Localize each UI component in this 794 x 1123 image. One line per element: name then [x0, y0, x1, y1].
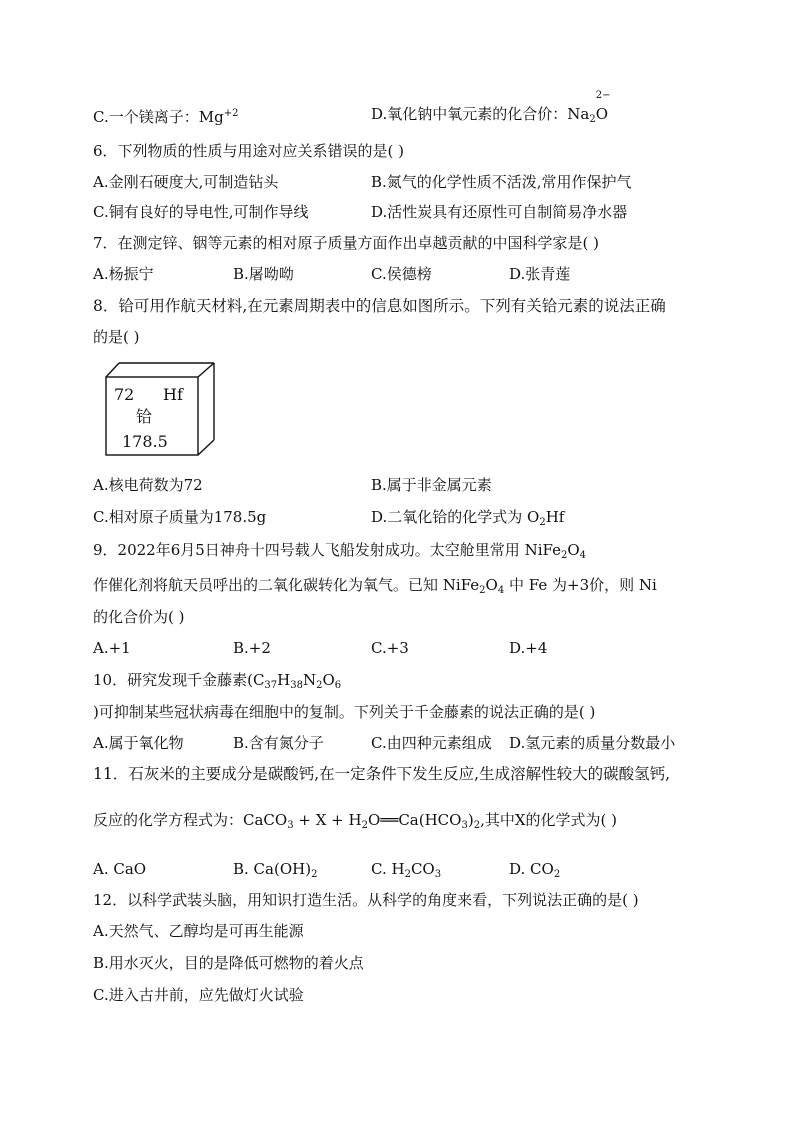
q8-option-d: D.二氧化铪的化学式为 $O_2Hf$ — [371, 508, 565, 528]
equals-sign: ══ — [380, 811, 399, 829]
mg-charge: +2 — [223, 108, 239, 119]
valence-marked-o: 2− O — [595, 90, 611, 123]
atomic-number: 72 — [114, 385, 135, 404]
q10-option-b: B.含有氮分子 — [233, 734, 324, 752]
q12-option-b: B.用水灭火，目的是降低可燃物的着火点 — [93, 954, 364, 972]
reaction-equation: CaCO$_3$ + $X + H_2O══Ca(HCO_3)_2$ — [243, 811, 481, 831]
q9-line3: 的化合价为( ) — [93, 608, 185, 626]
q5-option-d: D.氧化钠中氧元素的化合价：$Na_2$ 2− O — [371, 90, 611, 125]
mg-symbol: Mg — [198, 108, 224, 126]
q10-line1: 10．研究发现千金藤素($C_{37}H_{38}N_2O_6$ — [93, 671, 342, 691]
q6-option-c: C.铜有良好的导电性,可制作导线 — [93, 203, 309, 221]
q9-line2: 作催化剂将航天员呼出的二氧化碳转化为氧气。已知 $NiFe_2O_4$ 中 Fe 为+3价，则 Ni — [93, 576, 657, 596]
q9-option-d: D.+4 — [509, 639, 548, 657]
element-symbol: Hf — [163, 385, 183, 404]
q11-line2: 反应的化学方程式为：CaCO$_3$ + $X + H_2O══Ca(HCO_3)_2$,其中X的化学式为( ) — [93, 811, 617, 831]
q9-option-c: C.+3 — [371, 639, 409, 657]
q10-option-a: A.属于氧化物 — [93, 734, 184, 752]
q6-option-d: D.活性炭具有还原性可自制简易净水器 — [371, 203, 628, 221]
q8-stem-line1: 8．铪可用作航天材料,在元素周期表中的信息如图所示。下列有关铪元素的说法正确 — [93, 297, 666, 315]
q10-option-c: C.由四种元素组成 — [371, 734, 492, 752]
q9-option-a: A.+1 — [93, 639, 131, 657]
q11-option-d: D. $CO_2$ — [509, 860, 561, 880]
q12-option-c: C.进入古井前，应先做灯火试验 — [93, 986, 304, 1004]
q9-option-b: B.+2 — [233, 639, 271, 657]
q10-line2: )可抑制某些冠状病毒在细胞中的复制。下列关于千金藤素的说法正确的是( ) — [93, 703, 596, 721]
q7-option-d: D.张青莲 — [509, 265, 571, 283]
q5-option-c: C.一个镁离子：$Mg^{+2}$ — [93, 108, 239, 126]
element-name: 铪 — [136, 407, 153, 426]
q11-option-a: A. CaO — [93, 860, 147, 878]
q7-stem: 7．在测定锌、铟等元素的相对原子质量方面作出卓越贡献的中国科学家是( ) — [93, 234, 600, 252]
q10-option-d: D.氢元素的质量分数最小 — [509, 734, 676, 752]
q8-stem-line2: 的是( ) — [93, 328, 140, 346]
q11-line1: 11．石灰米的主要成分是碳酸钙,在一定条件下发生反应,生成溶解性较大的碳酸氢钙, — [93, 765, 671, 783]
atomic-mass: 178.5 — [122, 432, 168, 451]
q11-option-c: C. $H_2CO_3$ — [371, 860, 442, 880]
q8-option-c: C.相对原子质量为178.5g — [93, 508, 267, 526]
q11-option-b: B. $Ca(OH)_2$ — [233, 860, 318, 880]
q9-line1: 9．2022年6月5日神舟十四号载人飞船发射成功。太空舱里常用 $NiFe_2O_4$ — [93, 541, 587, 561]
q7-option-b: B.屠呦呦 — [233, 265, 294, 283]
q12-stem: 12．以科学武装头脑，用知识打造生活。从科学的角度来看，下列说法正确的是( ) — [93, 891, 639, 909]
q8-option-a: A.核电荷数为72 — [93, 476, 203, 494]
q6-stem: 6．下列物质的性质与用途对应关系错误的是( ) — [93, 142, 405, 160]
q7-option-a: A.杨振宁 — [93, 265, 154, 283]
q8-option-b: B.属于非金属元素 — [371, 476, 492, 494]
element-cell-figure — [101, 360, 219, 458]
q12-option-a: A.天然气、乙醇均是可再生能源 — [93, 922, 304, 940]
q6-option-b: B.氮气的化学性质不活泼,常用作保护气 — [371, 173, 632, 191]
q6-option-a: A.金刚石硬度大,可制造钻头 — [93, 173, 279, 191]
q7-option-c: C.侯德榜 — [371, 265, 432, 283]
